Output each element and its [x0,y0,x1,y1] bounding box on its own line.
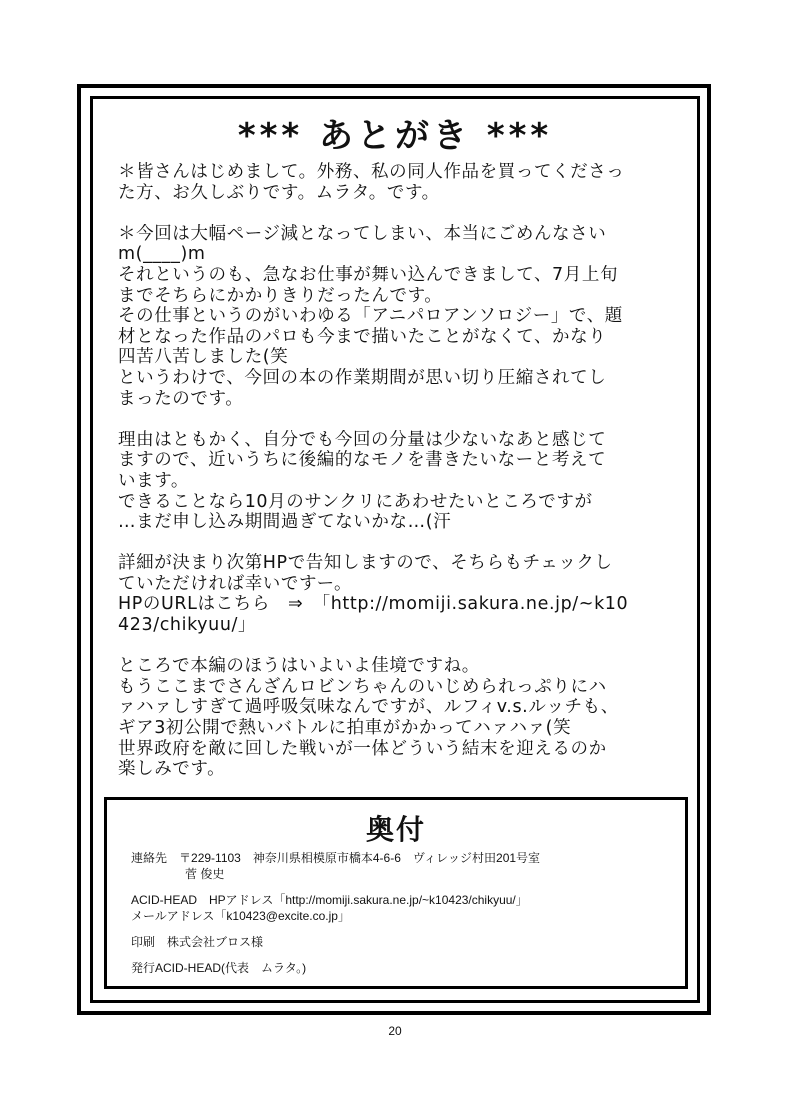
body-line: 材となった作品のパロも今まで描いたことがなくて、かなり [118,326,607,347]
blank-line [118,636,688,657]
hp-address: ACID-HEAD HPアドレス「http://momiji.sakura.ne.jp/~k10423/chikyuu/」 [131,893,528,907]
body-line: ァハァしすぎて過呼吸気味なんですが、ルフィv.s.ルッチも、 [118,697,619,718]
blank-line [118,409,688,430]
body-line: まったのです。 [118,388,244,409]
contact-row [131,850,681,866]
contact-address: 〒229-1103 神奈川県相模原市橋本4-6-6 ヴィレッジ村田201号室 [179,851,541,865]
body-line: m(____)m [118,244,206,265]
body-line: います。 [118,470,189,491]
body-line: HPのURLはこちら ⇒ 「http://momiji.sakura.ne.jp/~k10 [118,594,629,615]
body-line: ますので、近いうちに後編的なモノを書きたいなーと考えて [118,450,607,471]
publisher: 発行ACID-HEAD(代表 ムラタ。) [131,961,307,975]
body-line: もうここまでさんざんロビンちゃんのいじめられっぷりにハ [118,676,607,697]
body-line: ＊皆さんはじめまして。外務、私の同人作品を買ってくださっ [118,162,625,182]
page-number: 20 [388,1024,402,1038]
body-line: 理由はともかく、自分でも今回の分量は少ないなあと感じて [118,429,607,450]
body-line: ところで本編のほうはいよいよ佳境ですね。 [118,656,480,677]
body-line: …まだ申し込み期間過ぎてないかな…(汗 [118,512,452,533]
colophon-box [104,797,688,989]
body-line: た方、お久しぶりです。ムラタ。です。 [118,182,440,203]
afterword-body [118,162,688,780]
afterword-title: *** あとがき *** [237,116,553,156]
body-line: ギア3初公開で熱いバトルに拍車がかかってハァハァ(笑 [118,718,572,739]
body-line: ていただければ幸いですー。 [118,573,353,594]
body-line: ＊今回は大幅ページ減となってしまい、本当にごめんなさい [118,223,607,244]
body-line: 詳細が決まり次第HPで告知しますので、そちらもチェックし [118,553,613,574]
blank-line [118,533,688,554]
body-line: それというのも、急なお仕事が舞い込んできまして、7月上旬 [118,264,619,285]
body-line: できることなら10月のサンクリにあわせたいところですが [118,491,593,512]
colophon-title: 奥付 [365,813,426,846]
body-line: 423/chikyuu/」 [118,615,257,636]
blank-line [118,203,688,224]
printer: 印刷 株式会社ブロス様 [131,935,264,949]
contact-label: 連絡先 [131,851,168,865]
mail-address: メールアドレス「k10423@excite.co.jp」 [131,909,350,923]
body-line: までそちらにかかりきりだったんです。 [118,285,443,306]
colophon-body [131,850,681,976]
body-line: 四苦八苦しました(笑 [118,347,289,368]
body-line: 楽しみです。 [118,759,226,780]
body-line: 世界政府を敵に回した戦いが一体どういう結末を迎えるのか [118,738,607,759]
body-line: その仕事というのがいわゆる「アニパロアンソロジー」で、題 [118,306,623,327]
body-line: というわけで、今回の本の作業期間が思い切り圧縮されてし [118,367,607,388]
contact-name: 菅 俊史 [185,867,225,881]
